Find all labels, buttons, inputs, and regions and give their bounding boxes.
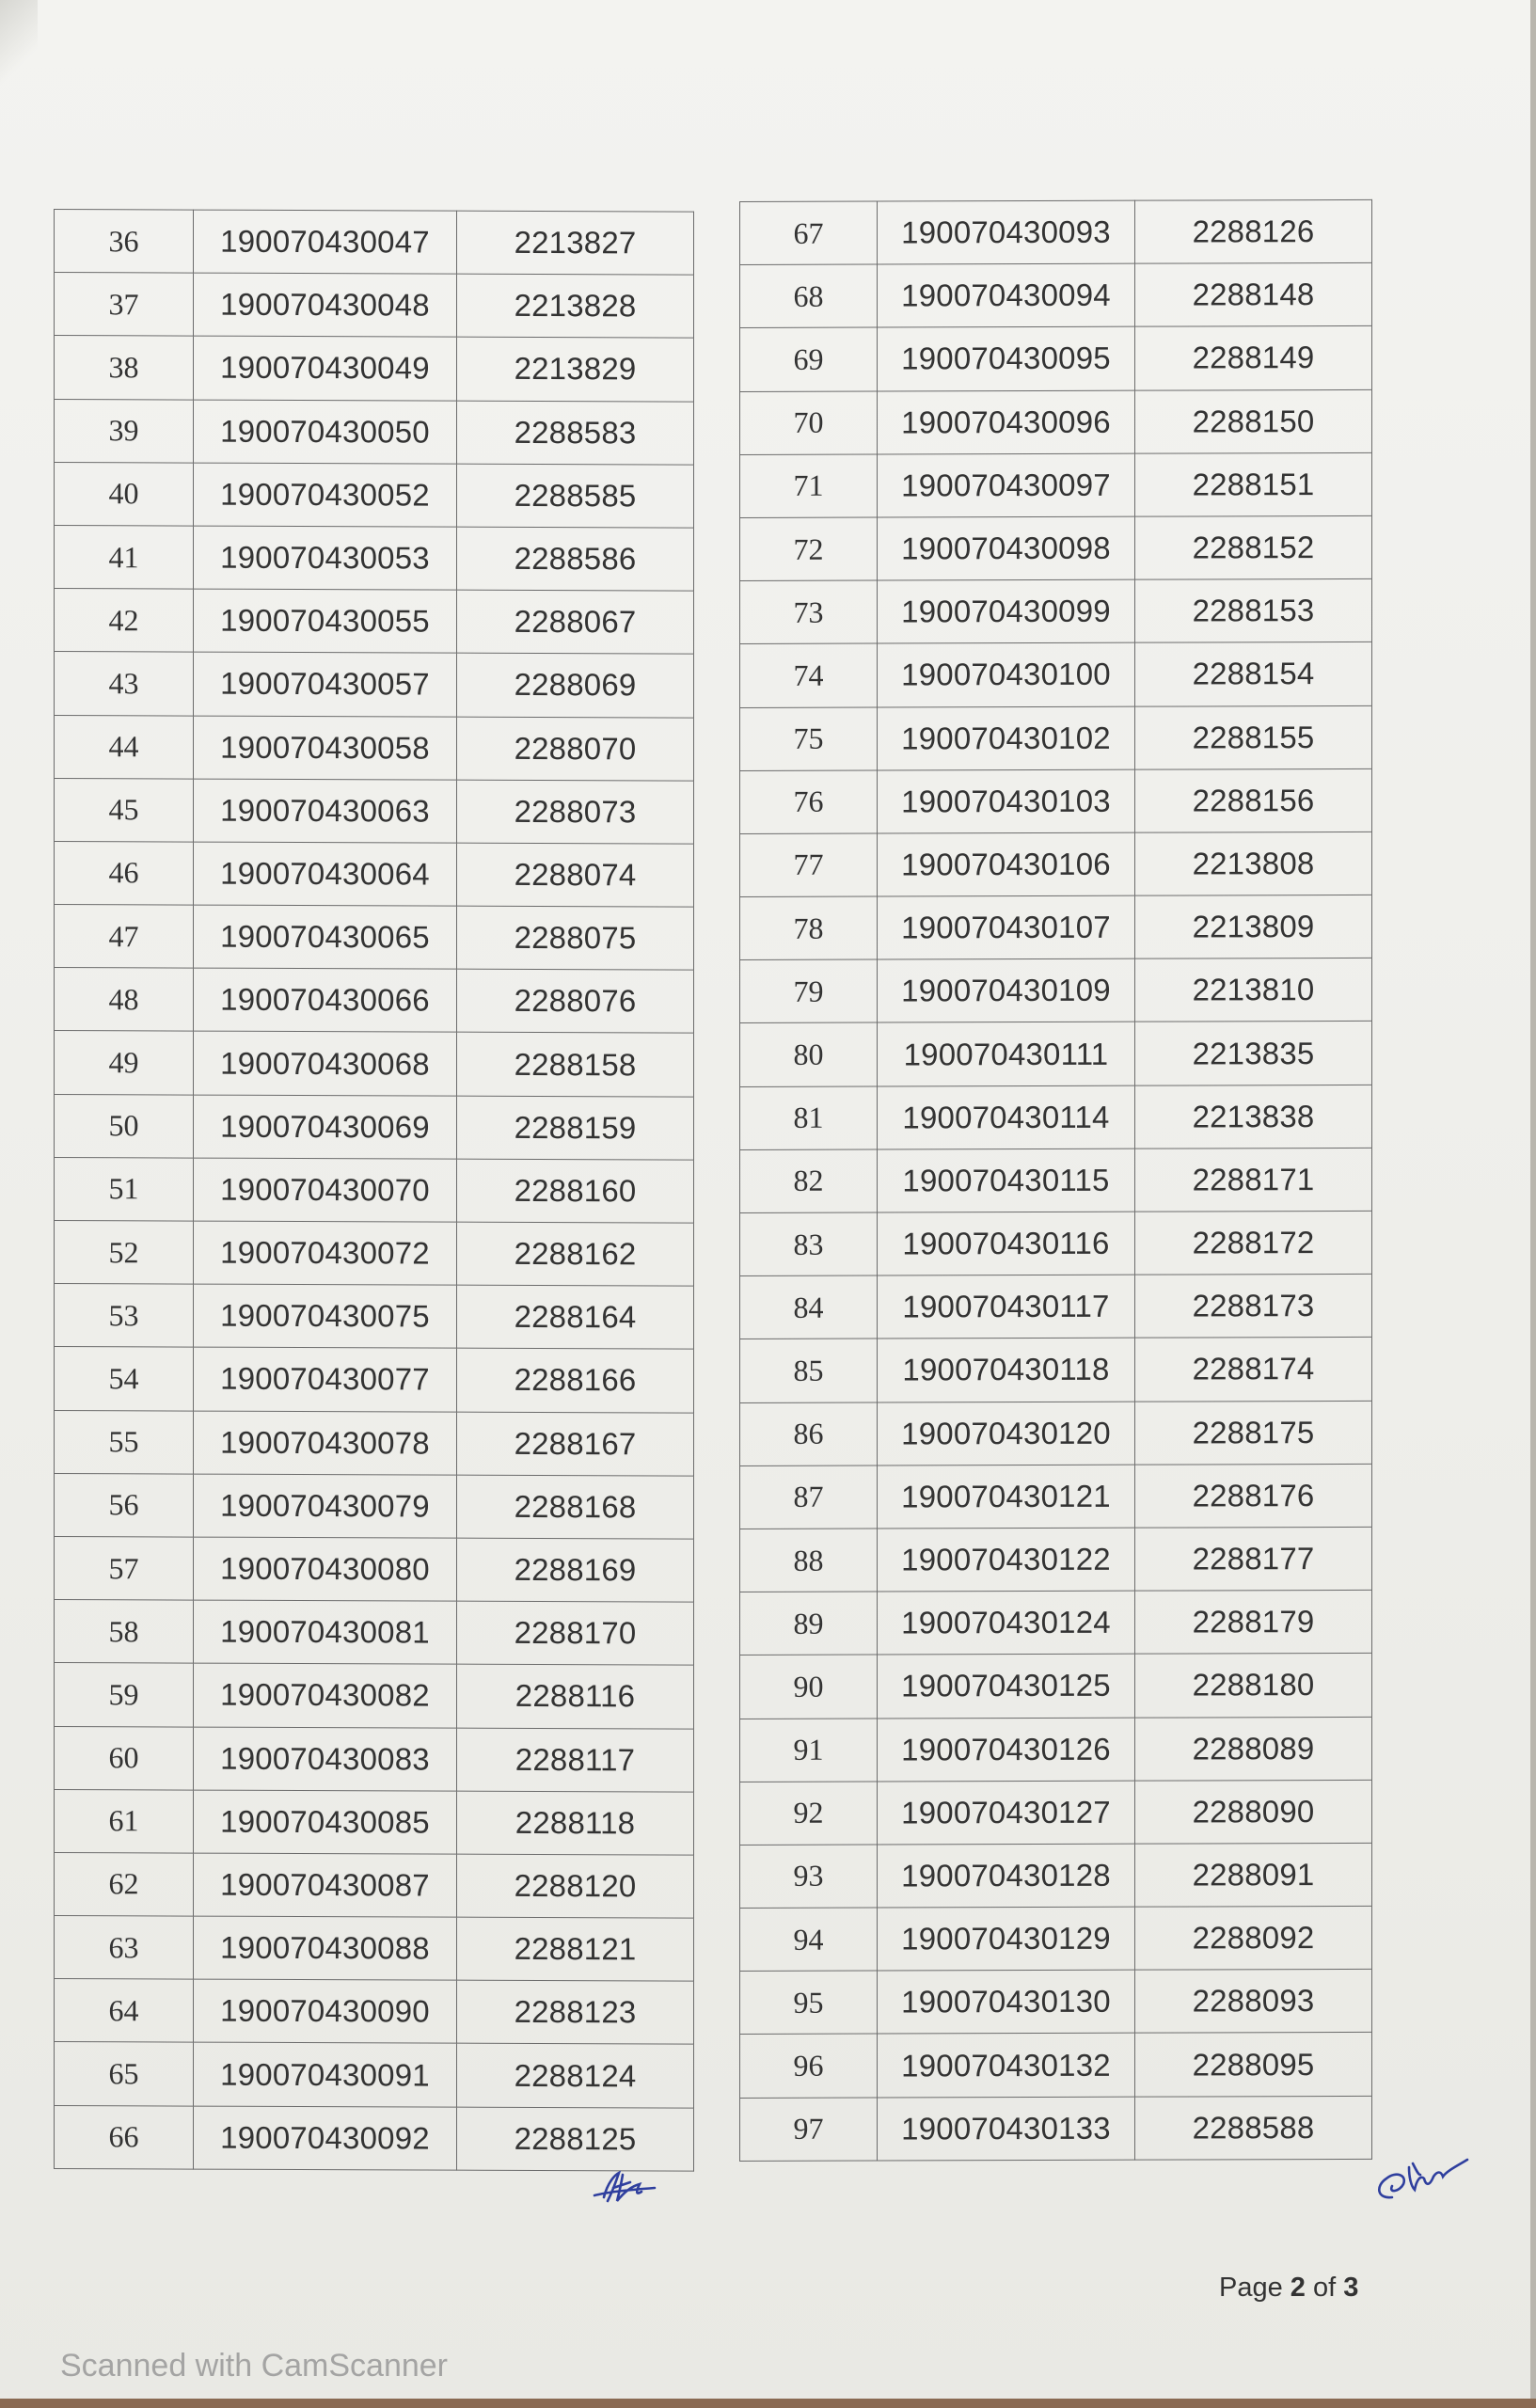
table-row (55, 462, 694, 528)
serial-number-cell: 91 (740, 1719, 878, 1782)
enrollment-number-cell: 190070430100 (878, 642, 1135, 706)
roll-number-cell: 2288168 (457, 1475, 694, 1539)
serial-number-cell: 63 (55, 1916, 194, 1980)
table-row (55, 273, 694, 339)
enrollment-number-cell: 190070430106 (878, 832, 1135, 896)
roll-number-cell: 2288155 (1135, 705, 1372, 769)
roll-number-cell: 2213809 (1135, 895, 1372, 958)
roll-number-cell: 2288171 (1135, 1148, 1372, 1212)
table-row (740, 1211, 1372, 1275)
serial-number-cell: 41 (55, 525, 194, 589)
table-row (740, 1906, 1372, 1971)
table-row (740, 2096, 1372, 2161)
table-row (55, 210, 694, 276)
table-row (55, 1852, 694, 1918)
table-row (740, 895, 1372, 959)
table-row (55, 1284, 694, 1350)
enrollment-number-cell: 190070430096 (878, 390, 1135, 454)
roll-number-cell: 2288124 (457, 2044, 694, 2108)
registration-table-right (739, 199, 1372, 2162)
roll-number-cell: 2288121 (457, 1917, 694, 1981)
table-row (740, 1464, 1372, 1529)
roll-number-cell: 2288069 (457, 653, 694, 717)
enrollment-number-cell: 190070430077 (194, 1347, 457, 1411)
enrollment-number-cell: 190070430081 (194, 1600, 457, 1664)
enrollment-number-cell: 190070430055 (194, 589, 457, 653)
table-row (740, 1717, 1372, 1782)
serial-number-cell: 90 (740, 1655, 878, 1719)
table-row (55, 1979, 694, 2045)
page-number (1219, 2273, 1358, 2304)
serial-number-cell: 56 (55, 1473, 194, 1537)
enrollment-number-cell: 190070430099 (878, 579, 1135, 643)
serial-number-cell: 95 (740, 1971, 878, 2035)
roll-number-cell: 2288162 (457, 1222, 694, 1286)
camscanner-watermark: Scanned with CamScanner (60, 2348, 449, 2384)
serial-number-cell: 70 (740, 391, 878, 455)
enrollment-number-cell: 190070430057 (194, 652, 457, 716)
serial-number-cell: 36 (55, 210, 194, 274)
enrollment-number-cell: 190070430102 (878, 706, 1135, 770)
table-row (55, 841, 694, 907)
table-row (740, 326, 1372, 391)
roll-number-cell: 2288152 (1135, 515, 1372, 579)
table-row (55, 778, 694, 844)
enrollment-number-cell: 190070430126 (878, 1718, 1135, 1782)
serial-number-cell: 57 (55, 1536, 194, 1600)
enrollment-number-cell: 190070430066 (194, 968, 457, 1032)
roll-number-cell: 2288076 (457, 969, 694, 1033)
table-row (55, 905, 694, 971)
table-row (740, 2033, 1372, 2098)
table-row (55, 336, 694, 402)
roll-number-cell: 2288154 (1135, 642, 1372, 706)
serial-number-cell: 84 (740, 1275, 878, 1339)
enrollment-number-cell: 190070430132 (878, 2034, 1135, 2098)
roll-number-cell: 2288176 (1135, 1464, 1372, 1528)
roll-number-cell: 2288095 (1135, 2033, 1372, 2097)
serial-number-cell: 96 (740, 2034, 878, 2098)
serial-number-cell: 68 (740, 264, 878, 328)
enrollment-number-cell: 190070430079 (194, 1474, 457, 1538)
table-row (55, 2042, 694, 2108)
serial-number-cell: 42 (55, 589, 194, 653)
enrollment-number-cell: 190070430133 (878, 2097, 1135, 2161)
serial-number-cell: 43 (55, 652, 194, 716)
serial-number-cell: 78 (740, 896, 878, 960)
enrollment-number-cell: 190070430116 (878, 1212, 1135, 1275)
page-edge-bottom (0, 2399, 1536, 2408)
table-row (55, 1347, 694, 1413)
table-row (740, 1527, 1372, 1592)
enrollment-number-cell: 190070430111 (878, 1022, 1135, 1086)
table-row (740, 642, 1372, 707)
enrollment-number-cell: 190070430047 (194, 210, 457, 274)
roll-number-cell: 2288093 (1135, 1970, 1372, 2034)
page-edge-right (1530, 0, 1536, 2408)
enrollment-number-cell: 190070430065 (194, 905, 457, 969)
roll-number-cell: 2288090 (1135, 1780, 1372, 1844)
roll-number-cell: 2288159 (457, 1096, 694, 1160)
table-row (55, 652, 694, 718)
table-row (55, 399, 694, 465)
serial-number-cell: 65 (55, 2042, 194, 2106)
roll-number-cell: 2288067 (457, 590, 694, 654)
serial-number-cell: 74 (740, 643, 878, 707)
enrollment-number-cell: 190070430068 (194, 1032, 457, 1096)
enrollment-number-cell: 190070430128 (878, 1844, 1135, 1908)
table-row (55, 1157, 694, 1223)
roll-number-cell: 2288151 (1135, 452, 1372, 516)
roll-number-cell: 2288153 (1135, 579, 1372, 643)
roll-number-cell: 2288169 (457, 1538, 694, 1602)
table-row (740, 579, 1372, 644)
roll-number-cell: 2288175 (1135, 1401, 1372, 1465)
serial-number-cell: 80 (740, 1022, 878, 1086)
enrollment-number-cell: 190070430090 (194, 1979, 457, 2043)
serial-number-cell: 51 (55, 1157, 194, 1221)
table-row (740, 1338, 1372, 1402)
roll-number-cell: 2288173 (1135, 1275, 1372, 1339)
table-row (55, 1789, 694, 1855)
serial-number-cell: 44 (55, 715, 194, 779)
table-row (55, 715, 694, 781)
serial-number-cell: 79 (740, 959, 878, 1023)
serial-number-cell: 69 (740, 327, 878, 391)
serial-number-cell: 46 (55, 841, 194, 905)
enrollment-number-cell: 190070430092 (194, 2106, 457, 2170)
table-row (55, 1221, 694, 1287)
serial-number-cell: 54 (55, 1347, 194, 1411)
table-row (740, 1275, 1372, 1339)
enrollment-number-cell: 190070430072 (194, 1221, 457, 1285)
serial-number-cell: 53 (55, 1284, 194, 1348)
roll-number-cell: 2288586 (457, 527, 694, 591)
roll-number-cell: 2288116 (457, 1664, 694, 1728)
table-row (55, 1916, 694, 1982)
page-current: 2 (1290, 2273, 1306, 2303)
serial-number-cell: 87 (740, 1465, 878, 1529)
registration-table-left (54, 209, 694, 2171)
serial-number-cell: 61 (55, 1789, 194, 1853)
roll-number-cell: 2288148 (1135, 263, 1372, 327)
roll-number-cell: 2288123 (457, 1980, 694, 2044)
enrollment-number-cell: 190070430114 (878, 1085, 1135, 1149)
serial-number-cell: 86 (740, 1402, 878, 1466)
enrollment-number-cell: 190070430098 (878, 516, 1135, 580)
table-row (55, 968, 694, 1034)
roll-number-cell: 2288091 (1135, 1843, 1372, 1907)
roll-number-cell: 2288089 (1135, 1717, 1372, 1781)
serial-number-cell: 67 (740, 201, 878, 265)
enrollment-number-cell: 190070430118 (878, 1339, 1135, 1402)
table-row (740, 768, 1372, 833)
table-row (740, 1401, 1372, 1465)
roll-number-cell: 2288174 (1135, 1338, 1372, 1402)
roll-number-cell: 2288125 (457, 2107, 694, 2171)
serial-number-cell: 71 (740, 454, 878, 518)
serial-number-cell: 82 (740, 1149, 878, 1213)
enrollment-number-cell: 190070430130 (878, 1970, 1135, 2034)
table-row (55, 589, 694, 655)
signature-right-icon (1371, 2143, 1475, 2209)
table-row (740, 1148, 1372, 1212)
enrollment-number-cell: 190070430050 (194, 400, 457, 464)
roll-number-cell: 2288118 (457, 1791, 694, 1855)
serial-number-cell: 85 (740, 1339, 878, 1402)
serial-number-cell: 55 (55, 1410, 194, 1474)
enrollment-number-cell: 190070430127 (878, 1781, 1135, 1845)
enrollment-number-cell: 190070430095 (878, 327, 1135, 391)
table-row (740, 389, 1372, 454)
table-body-left (55, 210, 694, 2171)
roll-number-cell: 2288070 (457, 717, 694, 781)
enrollment-number-cell: 190070430091 (194, 2043, 457, 2107)
serial-number-cell: 62 (55, 1852, 194, 1916)
serial-number-cell: 92 (740, 1782, 878, 1846)
enrollment-number-cell: 190070430087 (194, 1853, 457, 1917)
roll-number-cell: 2288160 (457, 1159, 694, 1223)
roll-number-cell: 2213827 (457, 211, 694, 275)
serial-number-cell: 52 (55, 1221, 194, 1285)
enrollment-number-cell: 190070430078 (194, 1411, 457, 1475)
serial-number-cell: 97 (740, 2098, 878, 2162)
roll-number-cell: 2288177 (1135, 1527, 1372, 1591)
roll-number-cell: 2213808 (1135, 832, 1372, 895)
page-total: 3 (1343, 2273, 1359, 2303)
table-row (55, 1726, 694, 1792)
serial-number-cell: 93 (740, 1845, 878, 1909)
roll-number-cell: 2288180 (1135, 1654, 1372, 1718)
enrollment-number-cell: 190070430082 (194, 1663, 457, 1727)
serial-number-cell: 49 (55, 1031, 194, 1095)
serial-number-cell: 47 (55, 905, 194, 969)
roll-number-cell: 2288092 (1135, 1906, 1372, 1970)
table-body-right (740, 199, 1372, 2161)
serial-number-cell: 37 (55, 273, 194, 337)
roll-number-cell: 2213838 (1135, 1085, 1372, 1149)
serial-number-cell: 66 (55, 2105, 194, 2169)
table-row (55, 525, 694, 591)
roll-number-cell: 2288074 (457, 843, 694, 907)
roll-number-cell: 2288166 (457, 1349, 694, 1413)
table-row (55, 1536, 694, 1602)
table-row (740, 1970, 1372, 2035)
enrollment-number-cell: 190070430124 (878, 1591, 1135, 1655)
enrollment-number-cell: 190070430129 (878, 1907, 1135, 1971)
roll-number-cell: 2288120 (457, 1854, 694, 1918)
enrollment-number-cell: 190070430075 (194, 1284, 457, 1348)
enrollment-number-cell: 190070430083 (194, 1727, 457, 1791)
roll-number-cell: 2288170 (457, 1601, 694, 1665)
enrollment-number-cell: 190070430122 (878, 1528, 1135, 1592)
enrollment-number-cell: 190070430109 (878, 958, 1135, 1022)
enrollment-number-cell: 190070430117 (878, 1275, 1135, 1339)
serial-number-cell: 58 (55, 1600, 194, 1664)
table-row (740, 1085, 1372, 1149)
serial-number-cell: 83 (740, 1212, 878, 1276)
page-of: of (1305, 2273, 1344, 2303)
enrollment-number-cell: 190070430115 (878, 1149, 1135, 1212)
roll-number-cell: 2288126 (1135, 199, 1372, 263)
enrollment-number-cell: 190070430048 (194, 273, 457, 337)
roll-number-cell: 2213828 (457, 274, 694, 338)
table-row (740, 1843, 1372, 1908)
roll-number-cell: 2288075 (457, 906, 694, 970)
enrollment-number-cell: 190070430058 (194, 716, 457, 780)
serial-number-cell: 77 (740, 833, 878, 897)
table-row (740, 1654, 1372, 1719)
serial-number-cell: 39 (55, 399, 194, 463)
enrollment-number-cell: 190070430094 (878, 263, 1135, 327)
roll-number-cell: 2288073 (457, 780, 694, 844)
serial-number-cell: 59 (55, 1663, 194, 1727)
enrollment-number-cell: 190070430080 (194, 1537, 457, 1601)
enrollment-number-cell: 190070430064 (194, 842, 457, 906)
serial-number-cell: 88 (740, 1529, 878, 1592)
table-row (55, 1031, 694, 1097)
signature-left-icon (587, 2163, 662, 2210)
serial-number-cell: 89 (740, 1592, 878, 1656)
enrollment-number-cell: 190070430107 (878, 895, 1135, 959)
roll-number-cell: 2213835 (1135, 1022, 1372, 1085)
roll-number-cell: 2288167 (457, 1412, 694, 1476)
serial-number-cell: 72 (740, 517, 878, 581)
roll-number-cell: 2288156 (1135, 768, 1372, 832)
roll-number-cell: 2288117 (457, 1728, 694, 1792)
table-row (55, 1094, 694, 1160)
serial-number-cell: 64 (55, 1979, 194, 2043)
enrollment-number-cell: 190070430053 (194, 526, 457, 590)
enrollment-number-cell: 190070430049 (194, 336, 457, 400)
serial-number-cell: 94 (740, 1908, 878, 1972)
table-row (740, 199, 1372, 264)
table-row (55, 2105, 694, 2171)
serial-number-cell: 60 (55, 1726, 194, 1790)
table-row (740, 452, 1372, 517)
table-row (55, 1473, 694, 1539)
table-row (740, 263, 1372, 328)
serial-number-cell: 38 (55, 336, 194, 400)
enrollment-number-cell: 190070430070 (194, 1158, 457, 1222)
serial-number-cell: 81 (740, 1086, 878, 1150)
table-row (740, 515, 1372, 580)
serial-number-cell: 76 (740, 770, 878, 834)
table-row (55, 1600, 694, 1666)
enrollment-number-cell: 190070430069 (194, 1095, 457, 1159)
table-row (740, 958, 1372, 1023)
table-row (740, 832, 1372, 896)
table-row (55, 1663, 694, 1729)
roll-number-cell: 2288179 (1135, 1591, 1372, 1655)
enrollment-number-cell: 190070430120 (878, 1402, 1135, 1465)
enrollment-number-cell: 190070430097 (878, 453, 1135, 517)
serial-number-cell: 40 (55, 462, 194, 526)
serial-number-cell: 73 (740, 580, 878, 644)
serial-number-cell: 45 (55, 778, 194, 842)
roll-number-cell: 2288150 (1135, 389, 1372, 453)
roll-number-cell: 2288583 (457, 401, 694, 465)
roll-number-cell: 2288585 (457, 464, 694, 528)
roll-number-cell: 2213810 (1135, 958, 1372, 1022)
enrollment-number-cell: 190070430085 (194, 1790, 457, 1854)
table-row (740, 1022, 1372, 1086)
enrollment-number-cell: 190070430093 (878, 200, 1135, 264)
roll-number-cell: 2213829 (457, 338, 694, 402)
enrollment-number-cell: 190070430103 (878, 769, 1135, 833)
roll-number-cell: 2288164 (457, 1285, 694, 1349)
table-row (740, 705, 1372, 770)
enrollment-number-cell: 190070430088 (194, 1916, 457, 1980)
enrollment-number-cell: 190070430052 (194, 463, 457, 527)
serial-number-cell: 50 (55, 1094, 194, 1158)
serial-number-cell: 48 (55, 968, 194, 1032)
roll-number-cell: 2288158 (457, 1033, 694, 1097)
enrollment-number-cell: 190070430125 (878, 1654, 1135, 1718)
enrollment-number-cell: 190070430121 (878, 1465, 1135, 1529)
roll-number-cell: 2288149 (1135, 326, 1372, 390)
roll-number-cell: 2288588 (1135, 2096, 1372, 2160)
table-row (55, 1410, 694, 1476)
table-row (740, 1591, 1372, 1656)
page-prefix: Page (1219, 2273, 1291, 2303)
roll-number-cell: 2288172 (1135, 1211, 1372, 1275)
table-row (740, 1780, 1372, 1845)
page-curl-shadow (0, 0, 38, 85)
serial-number-cell: 75 (740, 707, 878, 771)
enrollment-number-cell: 190070430063 (194, 779, 457, 843)
